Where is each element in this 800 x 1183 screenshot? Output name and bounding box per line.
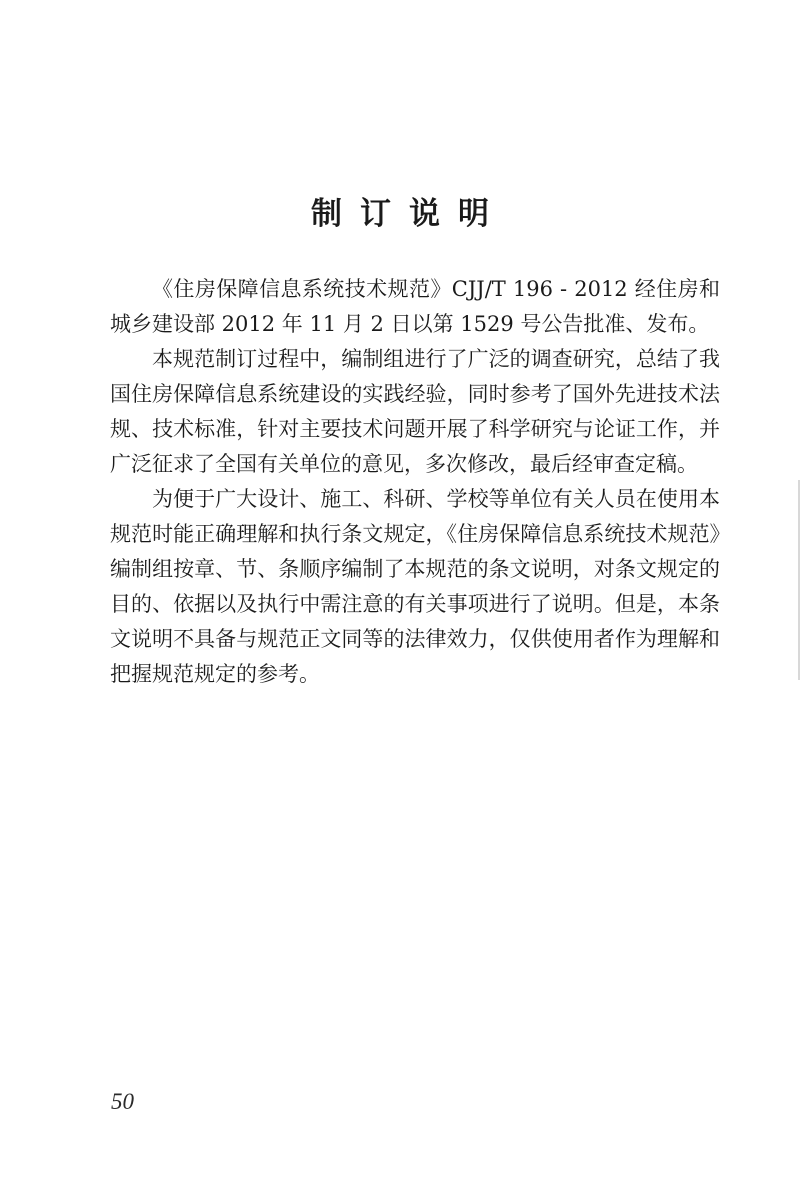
- page-number: 50: [111, 1089, 134, 1114]
- page-title: 制订说明: [311, 196, 507, 232]
- paragraph-2: 本规范制订过程中，编制组进行了广泛的调查研究，总结了我国住房保障信息系统建设的实践经验，同时参考了国外先进技术法规、技术标准，针对主要技术问题开展了科学研究与论证工作，并广泛征求了全国有关单位的意见，多次修改，最后经审查定稿。: [110, 347, 720, 476]
- body-text: [110, 272, 720, 692]
- paragraph-3: 为便于广大设计、施工、科研、学校等单位有关人员在使用本规范时能正确理解和执行条文规定，《住房保障信息系统技术规范》编制组按章、节、条顺序编制了本规范的条文说明，对条文规定的目的、依据以及执行中需注意的有关事项进行了说明。但是，本条文说明不具备与规范正文同等的法律效力，仅供使用者作为理解和把握规范规定的参考。: [110, 487, 720, 686]
- paragraph-1: 《住房保障信息系统技术规范》CJJ/T 196 - 2012 经住房和城乡建设部 2012 年 11 月 2 日以第 1529 号公告批准、发布。: [110, 277, 720, 336]
